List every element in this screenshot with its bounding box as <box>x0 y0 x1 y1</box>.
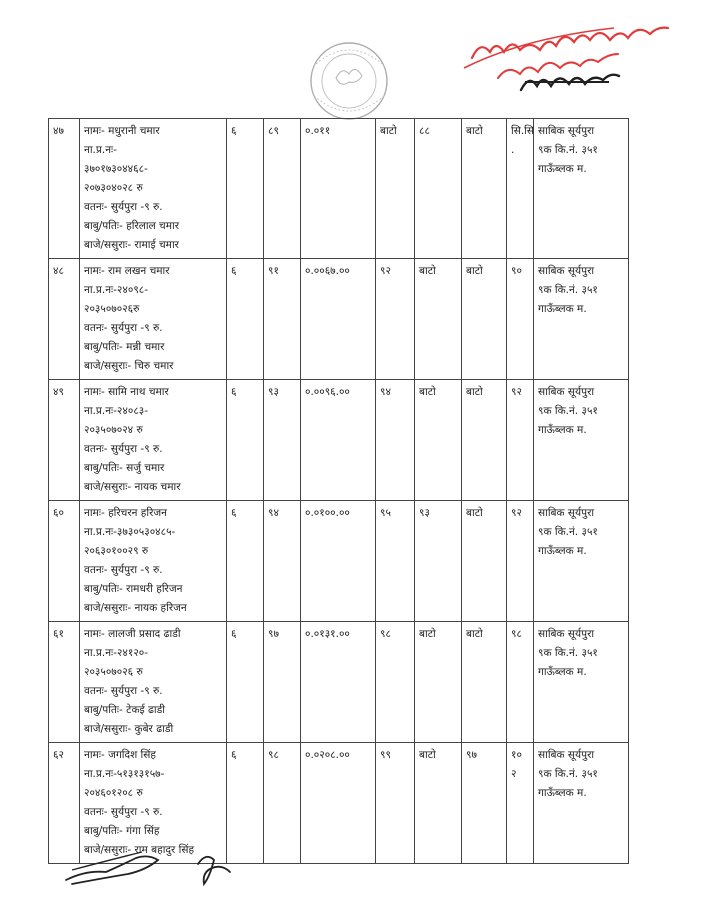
remark-line: गाऊँब्लक म. <box>538 163 587 175</box>
grandfather-name: बाजे/ससुराः- रामाई चमार <box>84 239 179 251</box>
serial-number: ४७ <box>49 119 80 259</box>
citizenship-number: ना.प्र.नः-२४०९८- <box>84 284 149 296</box>
person-details <box>80 259 227 380</box>
ward-number: ६ <box>227 380 264 501</box>
remark-line: साबिक सूर्यपुरा <box>538 628 595 640</box>
remark-line: साबिक सूर्यपुरा <box>538 749 595 761</box>
boundary-south: ९८ <box>507 622 534 743</box>
citizenship-number: ३७०१७३०४४६८- <box>84 163 148 175</box>
plot-number: ८९ <box>264 119 301 259</box>
citizenship-date: २०४६०१२०८ रु <box>84 787 143 799</box>
person-name: नामः- सामि नाथ चमार <box>84 386 169 398</box>
ward-number: ६ <box>227 622 264 743</box>
signature <box>58 840 258 900</box>
grandfather-name: बाजे/ससुराः- नायक चमार <box>84 481 181 493</box>
address: वतनः- सुर्यपुरा -९ रु. <box>84 564 163 576</box>
address: वतनः- सुर्यपुरा -९ रु. <box>84 685 163 697</box>
citizenship-date: २०३५०७०२६रु <box>84 303 140 315</box>
remark-line: साबिक सूर्यपुरा <box>538 507 595 519</box>
father-name: बाबु/पतिः- हरिलाल चमार <box>84 220 180 232</box>
boundary-east: ९९ <box>376 743 415 864</box>
boundary-west: बाटो <box>415 380 462 501</box>
boundary-north: ९७ <box>462 743 507 864</box>
citizenship-label: ना.प्र.नः- <box>84 144 117 156</box>
remark-line: ९क कि.नं. ३५१ <box>538 144 598 156</box>
grandfather-name: बाजे/ससुराः- राम बहादुर सिंह <box>84 844 195 856</box>
address: वतनः- सुर्यपुरा -९ रु. <box>84 322 163 334</box>
boundary-south: सि.सि . <box>507 119 534 259</box>
address: वतनः- सुर्यपुरा -९ रु. <box>84 443 163 455</box>
grandfather-name: बाजे/ससुराः- नायक हरिजन <box>84 602 187 614</box>
serial-number: ४८ <box>49 259 80 380</box>
serial-number: ४९ <box>49 380 80 501</box>
boundary-west: बाटो <box>415 622 462 743</box>
office-seal-stamp <box>296 38 402 124</box>
remark-line: ९क कि.नं. ३५१ <box>538 284 598 296</box>
person-details <box>80 501 227 622</box>
person-name: नामः- हरिचरन हरिजन <box>84 507 167 519</box>
boundary-east: बाटो <box>376 119 415 259</box>
plot-number: ९३ <box>264 380 301 501</box>
table-row <box>49 119 629 259</box>
address: वतनः- सुर्यपुरा -९ रु. <box>84 806 163 818</box>
person-name: नामः- राम लखन चमार <box>84 265 170 277</box>
ward-number: ६ <box>227 501 264 622</box>
remarks <box>534 501 629 622</box>
handwritten-black-note <box>515 64 625 106</box>
area-value: ०.०११ <box>301 119 376 259</box>
boundary-east: ९५ <box>376 501 415 622</box>
table-row <box>49 622 629 743</box>
grandfather-name: बाजे/ससुराः- कुबेर ढाडी <box>84 723 174 735</box>
remark-line: साबिक सूर्यपुरा <box>538 386 595 398</box>
father-name: बाबु/पतिः- टेकई ढाडी <box>84 704 165 716</box>
citizenship-date: २०३५०७०२६ रु <box>84 666 143 678</box>
boundary-west: ९३ <box>415 501 462 622</box>
citizenship-date: २०७३०४०२८ रु <box>84 182 143 194</box>
person-name: नामः- लालजी प्रसाद ढाडी <box>84 628 181 640</box>
table-row <box>49 380 629 501</box>
serial-number: ६१ <box>49 622 80 743</box>
boundary-west: बाटो <box>415 259 462 380</box>
serial-number: ६० <box>49 501 80 622</box>
remark-line: गाऊँब्लक म. <box>538 666 587 678</box>
boundary-east: ९४ <box>376 380 415 501</box>
boundary-north: बाटो <box>462 259 507 380</box>
boundary-east: ९२ <box>376 259 415 380</box>
plot-number: ९४ <box>264 501 301 622</box>
area-value: ०.००९६.०० <box>301 380 376 501</box>
ward-number: ६ <box>227 259 264 380</box>
remarks <box>534 622 629 743</box>
remark-line: साबिक सूर्यपुरा <box>538 125 595 137</box>
father-name: बाबु/पतिः- गंगा सिंह <box>84 825 160 837</box>
boundary-north: बाटो <box>462 380 507 501</box>
remark-line: गाऊँब्लक म. <box>538 545 587 557</box>
plot-number: ९८ <box>264 743 301 864</box>
citizenship-number: ना.प्र.नः-२४०८३- <box>84 405 149 417</box>
person-details <box>80 380 227 501</box>
boundary-west: बाटो <box>415 743 462 864</box>
table-row <box>49 259 629 380</box>
boundary-north: बाटो <box>462 501 507 622</box>
remarks <box>534 259 629 380</box>
remark-line: गाऊँब्लक म. <box>538 424 587 436</box>
remark-line: ९क कि.नं. ३५१ <box>538 768 598 780</box>
citizenship-date: २०३५०७०२४ रु <box>84 424 143 436</box>
person-details <box>80 119 227 259</box>
ward-number: ६ <box>227 119 264 259</box>
boundary-east: ९८ <box>376 622 415 743</box>
person-details <box>80 622 227 743</box>
boundary-north: बाटो <box>462 622 507 743</box>
land-records-table <box>48 118 629 864</box>
boundary-south: ९२ <box>507 380 534 501</box>
person-name: नामः- मधुरानी चमार <box>84 125 160 137</box>
grandfather-name: बाजे/ससुराः- चिरु चमार <box>84 360 174 372</box>
area-value: ०.०२०८.०० <box>301 743 376 864</box>
address: वतनः- सुर्यपुरा -९ रु. <box>84 201 163 213</box>
area-value: ०.००६७.०० <box>301 259 376 380</box>
plot-number: ९१ <box>264 259 301 380</box>
boundary-north: बाटो <box>462 119 507 259</box>
remarks <box>534 743 629 864</box>
remarks <box>534 119 629 259</box>
remark-line: साबिक सूर्यपुरा <box>538 265 595 277</box>
citizenship-date: २०६३०१००२९ रु <box>84 545 149 557</box>
remark-line: ९क कि.नं. ३५१ <box>538 647 598 659</box>
father-name: बाबु/पतिः- मन्नी चमार <box>84 341 165 353</box>
area-value: ०.०१३१.०० <box>301 622 376 743</box>
father-name: बाबु/पतिः- रामधरी हरिजन <box>84 583 183 595</box>
remark-line: गाऊँब्लक म. <box>538 787 587 799</box>
boundary-south: ९२ <box>507 501 534 622</box>
person-name: नामः- जगदिश सिंह <box>84 749 156 761</box>
remarks <box>534 380 629 501</box>
citizenship-number: ना.प्र.नः-५१३१३१५७- <box>84 768 165 780</box>
serial-number: ६२ <box>49 743 80 864</box>
area-value: ०.०१००.०० <box>301 501 376 622</box>
citizenship-number: ना.प्र.नः-३७३०५३०४८५- <box>84 526 176 538</box>
remark-line: गाऊँब्लक म. <box>538 303 587 315</box>
boundary-south: १० २ <box>507 743 534 864</box>
plot-number: ९७ <box>264 622 301 743</box>
boundary-south: ९० <box>507 259 534 380</box>
table-row <box>49 501 629 622</box>
remark-line: ९क कि.नं. ३५१ <box>538 405 598 417</box>
father-name: बाबु/पतिः- सर्जु चमार <box>84 462 165 474</box>
ward-number: ६ <box>227 743 264 864</box>
remark-line: ९क कि.नं. ३५१ <box>538 526 598 538</box>
citizenship-number: ना.प्र.नः-२४१२०- <box>84 647 149 659</box>
boundary-west: ८८ <box>415 119 462 259</box>
